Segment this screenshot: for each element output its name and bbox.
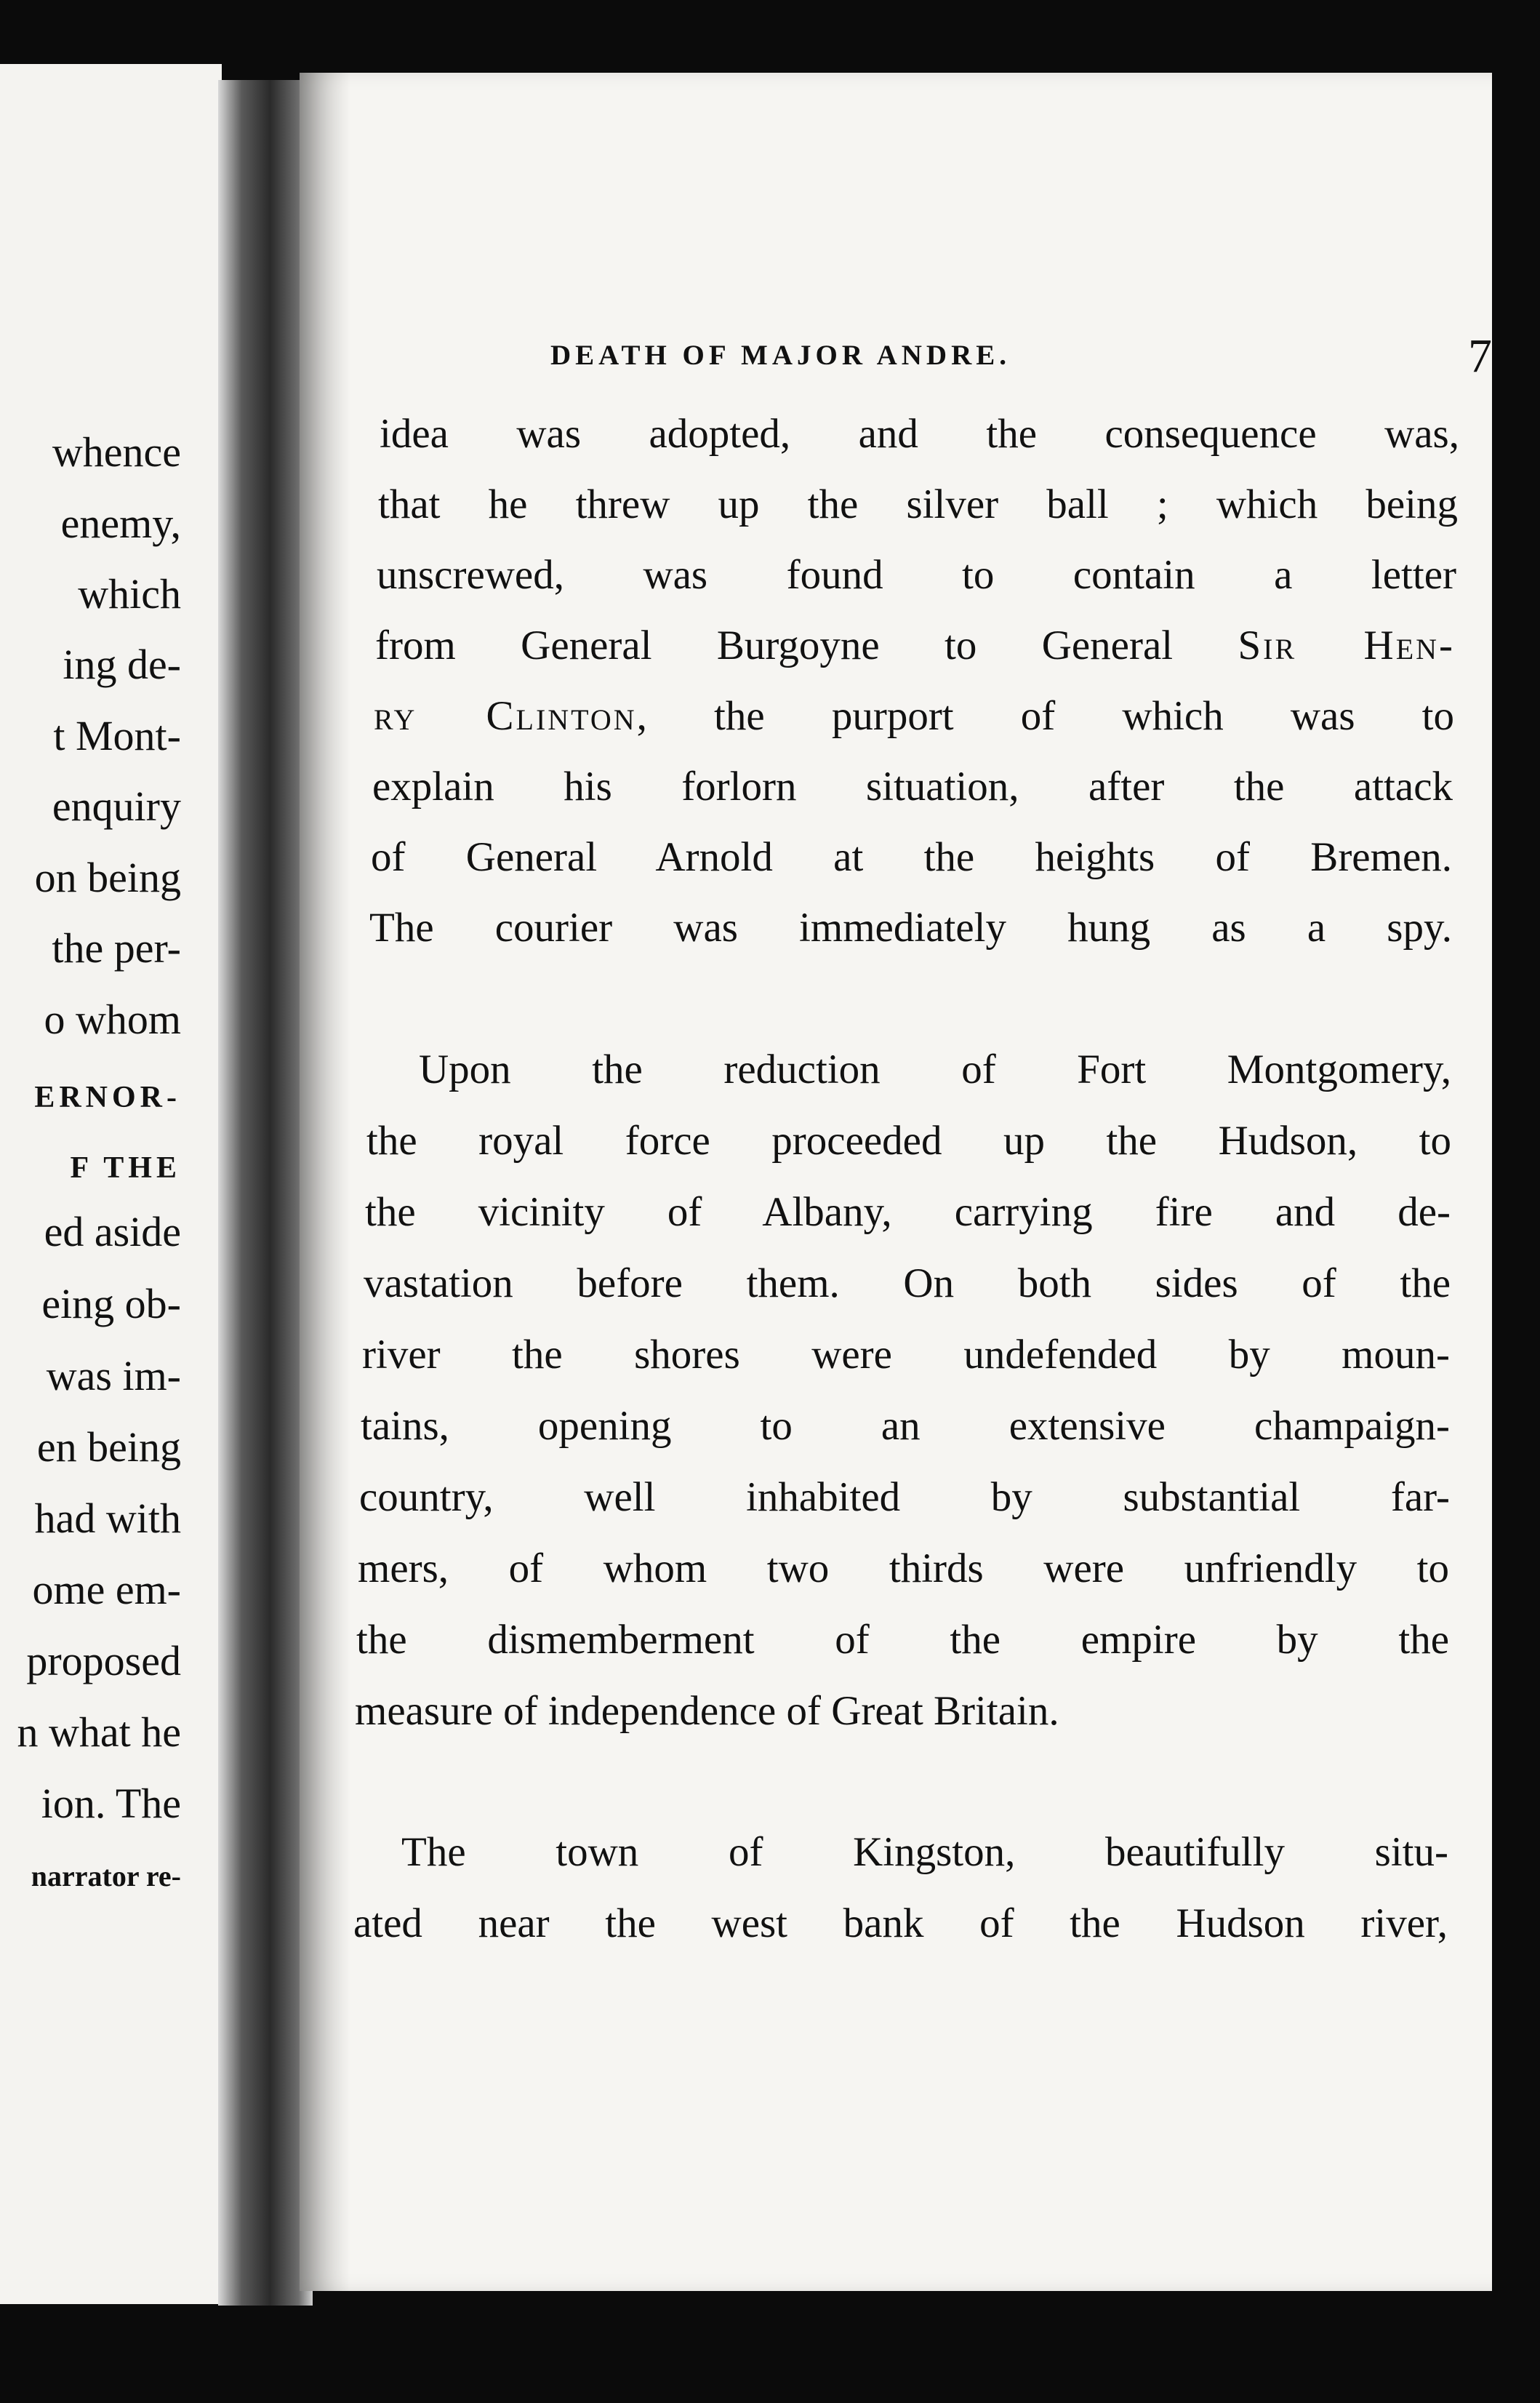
left-line: o whom	[44, 996, 181, 1043]
running-head-title: DEATH OF MAJOR ANDRE.	[550, 340, 1011, 371]
text-line: country, well inhabited by substantial far-	[359, 1474, 1450, 1520]
left-line: enquiry	[52, 783, 181, 830]
left-line: proposed	[26, 1637, 181, 1684]
text-line: mers, of whom two thirds were unfriendly to	[358, 1546, 1449, 1591]
text-line: The courier was immediately hung as a spy.	[369, 905, 1452, 951]
left-line: whence	[52, 428, 181, 476]
left-line: ing de-	[63, 641, 181, 688]
left-line: ed aside	[44, 1208, 181, 1255]
left-line: ERNOR-	[34, 1081, 181, 1114]
text-line: unscrewed, was found to contain a letter	[377, 552, 1456, 598]
book-gutter	[218, 80, 313, 2306]
text-line: Upon the reduction of Fort Montgomery,	[419, 1047, 1451, 1092]
left-line: F THE	[70, 1151, 181, 1185]
text-line: idea was adopted, and the consequence was,	[380, 411, 1459, 457]
text-line: ated near the west bank of the Hudson river,	[353, 1900, 1448, 1946]
right-page	[300, 73, 1492, 2291]
text-line: The town of Kingston, beautifully situ-	[401, 1829, 1448, 1875]
text-line: the royal force proceeded up the Hudson, to	[366, 1118, 1451, 1164]
left-line: t Mont-	[53, 712, 181, 759]
left-line: on being	[34, 854, 181, 901]
left-line: narrator re-	[31, 1860, 181, 1892]
text-line: explain his forlorn situation, after the attack	[372, 764, 1453, 809]
left-line: was im-	[46, 1352, 181, 1399]
left-line: had with	[34, 1495, 181, 1542]
left-line: ion. The	[41, 1780, 181, 1827]
page-number: 7	[1468, 329, 1492, 383]
left-line: enemy,	[60, 500, 181, 547]
page-edge-shadow	[300, 73, 350, 2291]
text-line: from General Burgoyne to General Sir Hen-	[375, 623, 1455, 668]
text-line: the dismemberment of the empire by the	[356, 1617, 1449, 1663]
text-line: ry Clinton, the purport of which was to	[374, 693, 1454, 739]
left-line: which	[78, 570, 181, 617]
left-line: n what he	[17, 1708, 181, 1756]
text-line: vastation before them. On both sides of the	[364, 1260, 1451, 1306]
text-line: tains, opening to an extensive champaign-	[361, 1403, 1450, 1449]
left-line: the per-	[52, 924, 181, 972]
running-head	[550, 329, 1540, 384]
text-line: the vicinity of Albany, carrying fire and de-	[365, 1189, 1451, 1235]
text-line: of General Arnold at the heights of Bremen.	[371, 834, 1452, 880]
text-line: that he threw up the silver ball ; which being	[378, 481, 1458, 527]
left-line: ome em-	[32, 1566, 181, 1613]
text-line: measure of independence of Great Britain.	[355, 1688, 1059, 1734]
left-line: eing ob-	[41, 1280, 181, 1327]
left-line: en being	[36, 1423, 181, 1471]
left-page	[0, 64, 222, 2304]
text-line: river the shores were undefended by moun-	[362, 1332, 1450, 1378]
